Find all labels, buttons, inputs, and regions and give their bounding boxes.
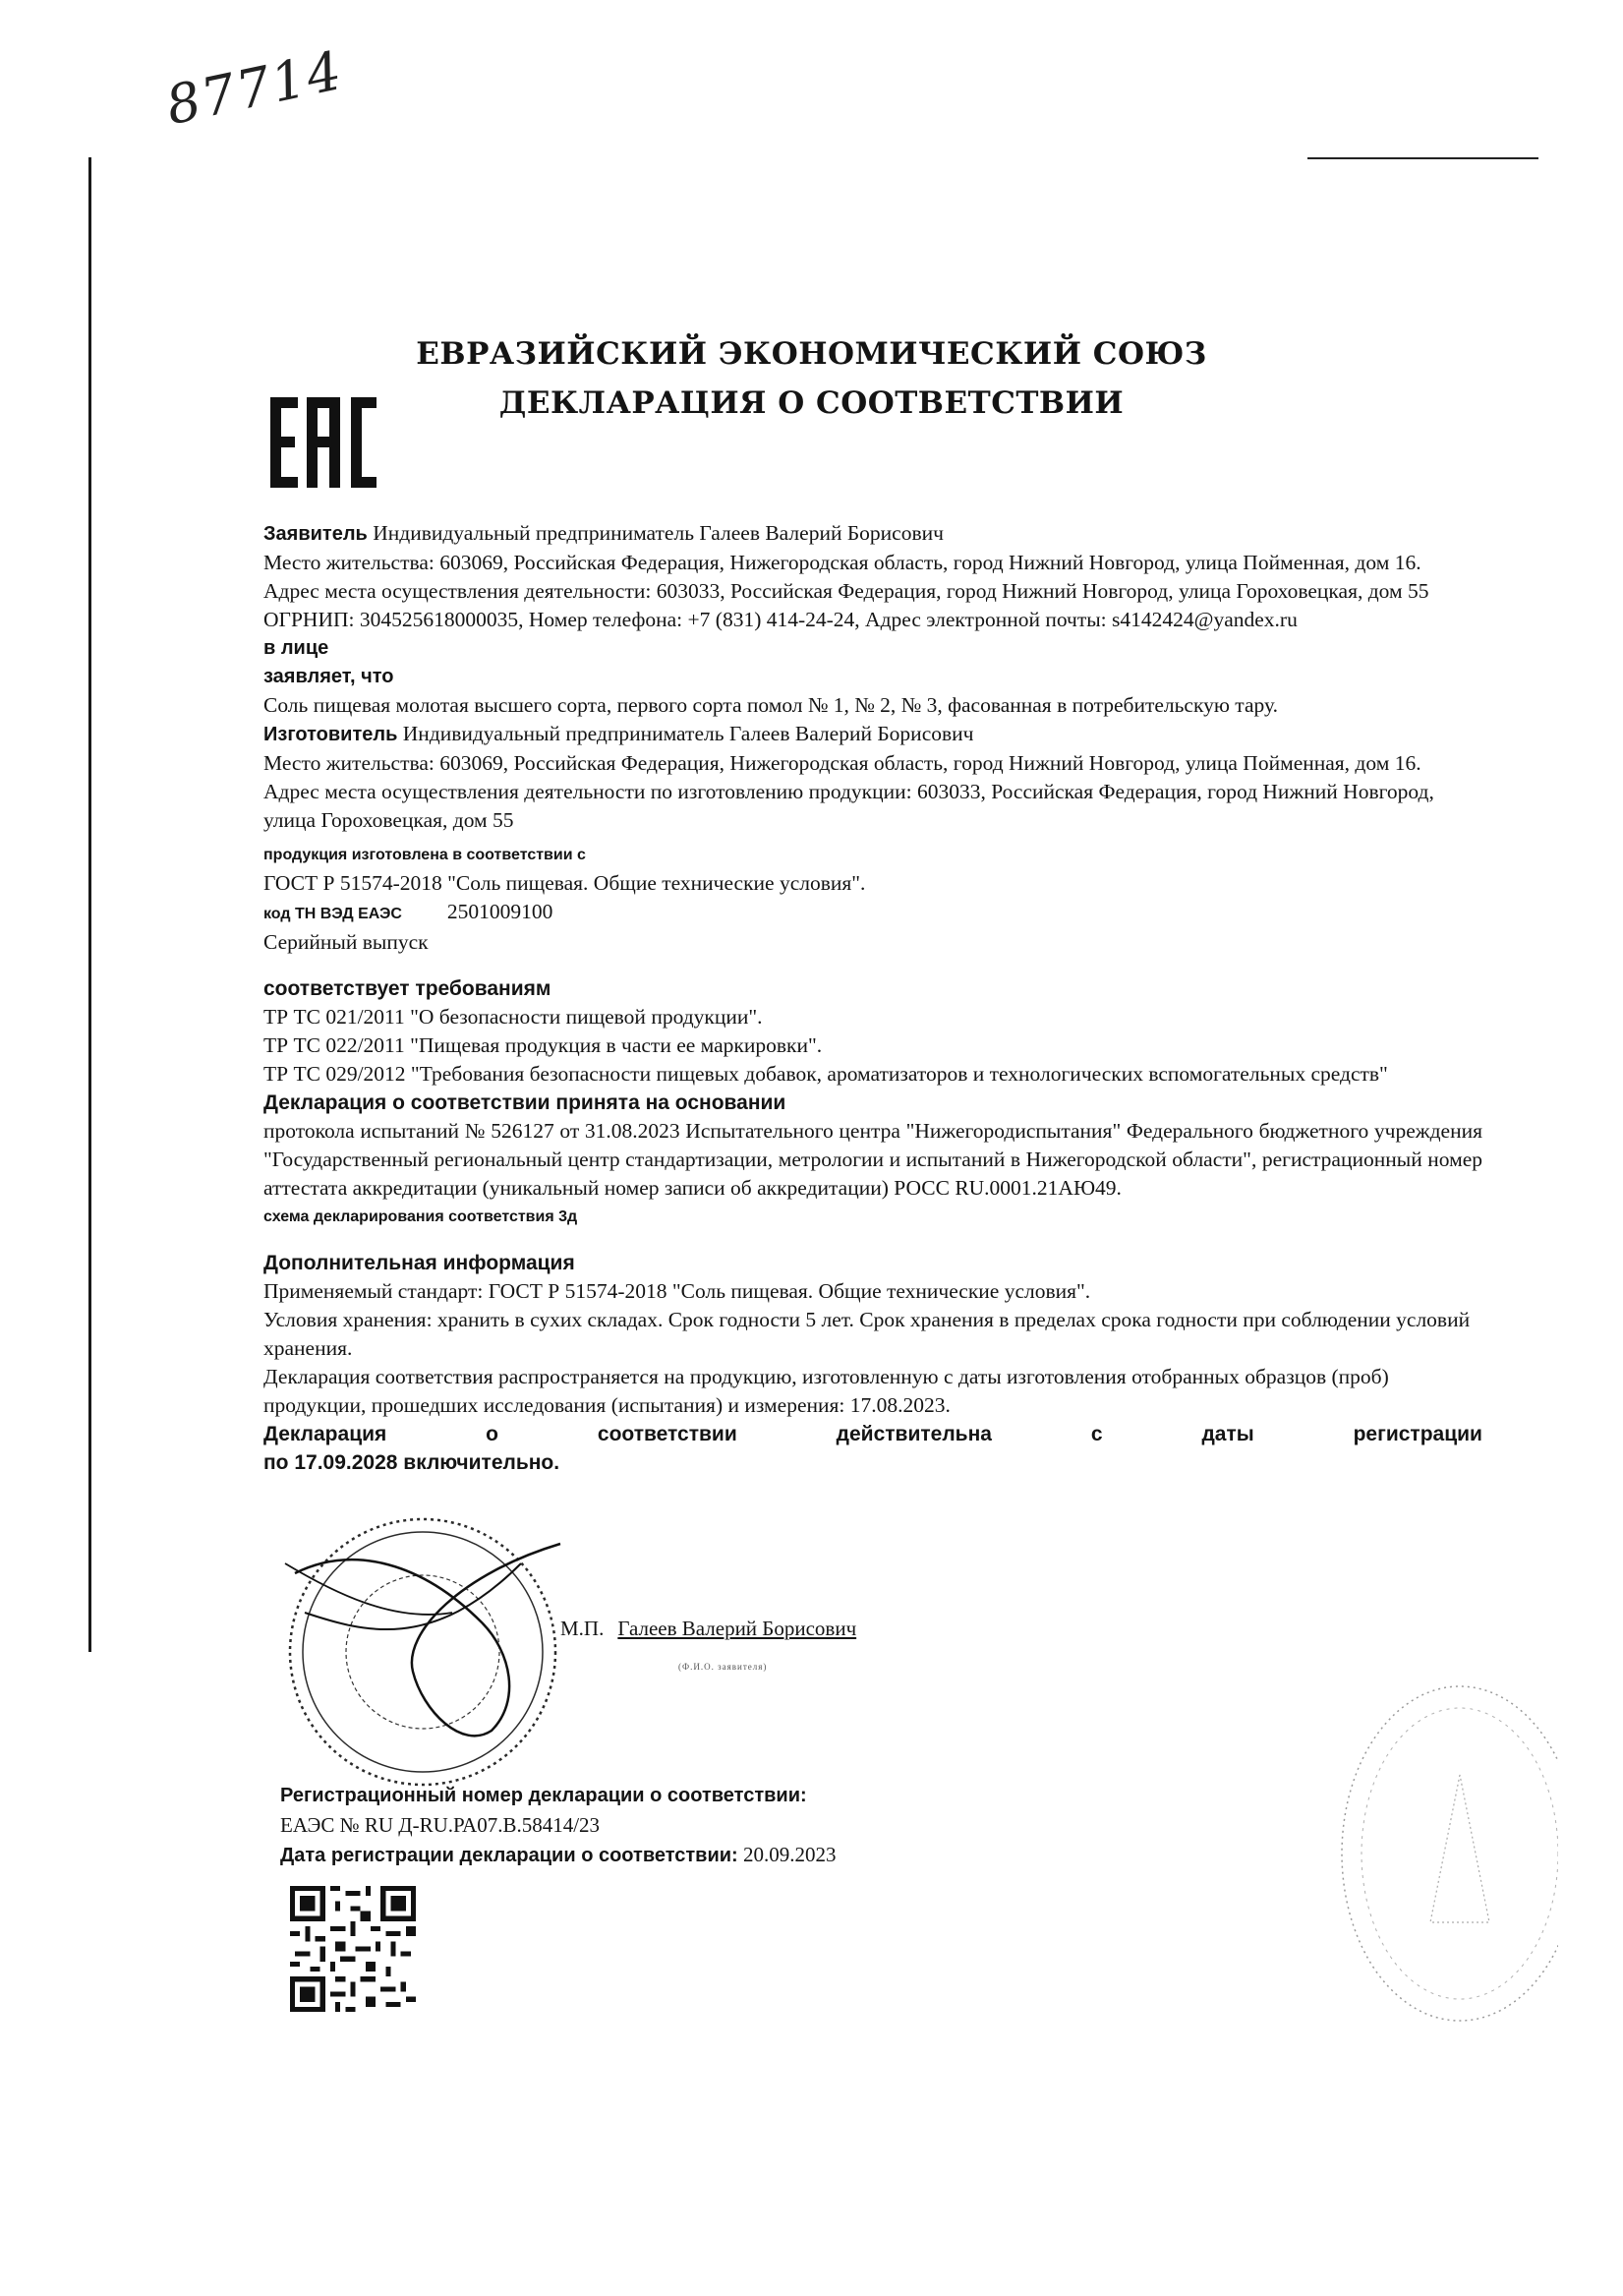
document-title: ДЕКЛАРАЦИЯ О СООТВЕТСТВИИ — [498, 385, 1125, 421]
storage-conditions: Условия хранения: хранить в сухих складах. Срок годности 5 лет. Срок хранения в пределах срока годности при соблюдении условий хранения. — [263, 1308, 1471, 1360]
requirement-item: ТР ТС 021/2011 "О безопасности пищевой продукции". — [263, 1005, 763, 1029]
applicant-name: Индивидуальный предприниматель Галеев Валерий Борисович — [373, 521, 944, 545]
top-right-line — [1307, 157, 1538, 159]
registration-date-value: 20.09.2023 — [742, 1843, 837, 1866]
applicant-activity-address: Адрес места осуществления деятельности: 603033, Российская Федерация, город Нижний Новгород, улица Гороховецкая, дом 55 — [263, 579, 1429, 603]
additional-info-label: Дополнительная информация — [263, 1252, 575, 1274]
manufacturer-label: Изготовитель — [263, 724, 398, 745]
left-margin-line — [88, 157, 91, 1652]
validity-word: соответствии — [597, 1423, 737, 1445]
validity-until: по 17.09.2028 включительно. — [263, 1451, 560, 1474]
handwritten-number: 87714 — [160, 38, 349, 138]
validity-word: регистрации — [1353, 1423, 1482, 1445]
seal-place-label: М.П. — [560, 1617, 605, 1640]
declaration-scheme: схема декларирования соответствия 3д — [263, 1208, 578, 1225]
requirements-label: соответствует требованиям — [263, 977, 551, 1000]
signatory-name: Галеев Валерий Борисович — [617, 1617, 857, 1640]
validity-line — [263, 1420, 1482, 1448]
product-description: Соль пищевая молотая высшего сорта, первого сорта помол № 1, № 2, № 3, фасованная в потребительскую тару. — [263, 693, 1278, 717]
basis-label: Декларация о соответствии принята на основании — [263, 1091, 786, 1114]
validity-word: действительна — [836, 1423, 992, 1445]
applicant-contacts: ОГРНИП: 304525618000035, Номер телефона: +7 (831) 414-24-24, Адрес электронной почты: s4142424@yandex.ru — [263, 608, 1298, 631]
registration-number-label: Регистрационный номер декларации о соответствии: — [280, 1785, 807, 1806]
validity-word: даты — [1201, 1423, 1254, 1445]
round-seal-stamp — [275, 1504, 570, 1799]
production-standard: ГОСТ Р 51574-2018 "Соль пищевая. Общие технические условия". — [263, 871, 866, 895]
qr-code-icon — [290, 1886, 416, 2012]
release-type: Серийный выпуск — [263, 930, 429, 954]
basis-text: протокола испытаний № 526127 от 31.08.2023 Испытательного центра "Нижегородиспытания" Федерального бюджетного учреждения "Государственный региональный центр стандартизации, метрологии и испытаний в Нижегородской области", регистрационный номер аттестата аккредитации (уникальный номер записи об аккредитации) РОСС RU.0001.21АЮ49. — [263, 1119, 1482, 1200]
production-label: продукция изготовлена в соответствии с — [263, 847, 586, 863]
applicant-residence: Место жительства: 603069, Российская Федерация, Нижегородская область, город Нижний Новгород, улица Пойменная, дом 16. — [263, 551, 1421, 574]
tn-ved-code-value: 2501009100 — [446, 900, 553, 923]
manufacturer-name: Индивидуальный предприниматель Галеев Валерий Борисович — [402, 722, 974, 745]
faint-seal-stamp — [1312, 1667, 1558, 2040]
applicant-label: Заявитель — [263, 523, 368, 545]
eac-logo — [270, 397, 378, 488]
union-title: ЕВРАЗИЙСКИЙ ЭКОНОМИЧЕСКИЙ СОЮЗ — [416, 336, 1207, 372]
signature-line — [560, 1617, 856, 1641]
requirement-item: ТР ТС 022/2011 "Пищевая продукция в части ее маркировки". — [263, 1033, 823, 1057]
registration-block — [280, 1780, 836, 1870]
validity-word: с — [1090, 1423, 1103, 1445]
manufacturer-production-address: Адрес места осуществления деятельности по изготовлению продукции: 603033, Российская Федерация, город Нижний Новгород, улица Гороховецкая, дом 55 — [263, 780, 1434, 832]
declaration-scope: Декларация соответствия распространяется на продукцию, изготовленную с даты изготовления отобранных образцов (проб) продукции, прошедших исследования (испытания) и измерения: 17.08.2023. — [263, 1365, 1389, 1417]
tn-ved-code-label: код ТН ВЭД ЕАЭС — [263, 906, 402, 922]
applied-standard: Применяемый стандарт: ГОСТ Р 51574-2018 "Соль пищевая. Общие технические условия". — [263, 1279, 1091, 1303]
in-person-label: в лице — [263, 637, 329, 659]
registration-date-label: Дата регистрации декларации о соответствии: — [280, 1845, 738, 1866]
declaration-body — [263, 519, 1482, 1477]
validity-word: Декларация — [263, 1423, 387, 1445]
requirement-item: ТР ТС 029/2012 "Требования безопасности пищевых добавок, ароматизаторов и технологических вспомогательных средств" — [263, 1062, 1388, 1086]
manufacturer-residence: Место жительства: 603069, Российская Федерация, Нижегородская область, город Нижний Новгород, улица Пойменная, дом 16. — [263, 751, 1421, 775]
registration-number-value: ЕАЭС № RU Д-RU.РА07.В.58414/23 — [280, 1813, 601, 1837]
signatory-caption: (Ф.И.О. заявителя) — [678, 1662, 768, 1672]
declares-label: заявляет, что — [263, 666, 394, 687]
validity-word: о — [486, 1423, 498, 1445]
